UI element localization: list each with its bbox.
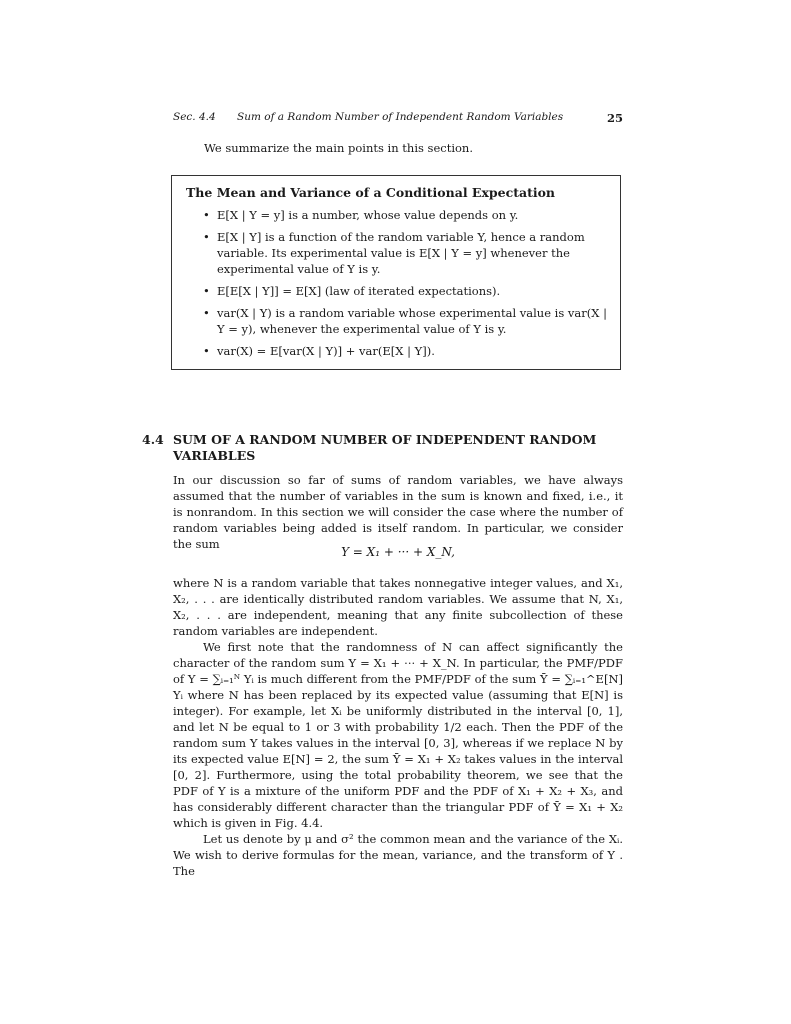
sum-equation: Y = X₁ + ··· + X_N, — [341, 545, 455, 559]
summary-item: • var(X | Y) is a random variable whose experimental value is var(X | Y = y), whenever the experimental value of Y is y. — [203, 306, 607, 336]
summary-box — [171, 175, 621, 370]
page-number: 25 — [606, 111, 623, 125]
bullet-icon: • — [203, 284, 210, 298]
intro-sentence: We summarize the main points in this section. — [204, 141, 473, 155]
bullet-icon: • — [203, 230, 210, 244]
bullet-icon: • — [203, 306, 210, 320]
bullet-icon: • — [203, 208, 210, 222]
summary-box-title: The Mean and Variance of a Conditional Expectation — [186, 185, 556, 200]
section-number: 4.4 — [142, 432, 164, 447]
summary-list — [203, 207, 608, 365]
summary-item: • var(X) = E[var(X | Y)] + var(E[X | Y]). — [203, 344, 435, 358]
section-title: SUM OF A RANDOM NUMBER OF INDEPENDENT RANDOM VARIABLES — [173, 432, 597, 463]
running-title: Sum of a Random Number of Independent Random Variables — [237, 111, 564, 123]
body-paragraph-1: In our discussion so far of sums of random variables, we have always assumed that the number of variables in the sum is known and fixed, i.e., it is nonrandom. In this section we will consider the case where the number of random variables being added is itself random. In particular, we consider the sum — [173, 473, 623, 551]
body-paragraph-2: where N is a random variable that takes nonnegative integer values, and X₁, X₂, . . . are identically distributed random variables. We assume that N, X₁, X₂, . . . are independent, meaning that any finite subcollection of these random variables are independent. — [173, 576, 623, 638]
body-paragraphs — [173, 575, 623, 879]
summary-item: • E[X | Y] is a function of the random variable Y, hence a random variable. Its experimental value is E[X | Y = y] whenever the experimental value of Y is y. — [203, 230, 585, 276]
summary-item: • E[E[X | Y]] = E[X] (law of iterated expectations). — [203, 284, 501, 298]
body-paragraph-4: Let us denote by μ and σ² the common mean and the variance of the Xᵢ. We wish to derive formulas for the mean, variance, and the transform of Y . The — [173, 832, 623, 878]
bullet-icon: • — [203, 344, 210, 358]
summary-item: • E[X | Y = y] is a number, whose value depends on y. — [203, 208, 519, 222]
body-paragraph-3: We first note that the randomness of N can affect significantly the character of the random sum Y = X₁ + ··· + X_N. In particular, the PMF/PDF of Y = ∑ᵢ₌₁ᴺ Yᵢ is much different from the PMF/PDF of the sum Ȳ = ∑ᵢ₌₁^E[N] Yᵢ where N has been replaced by its expected value (assuming that E[N] is integer). For example, let Xᵢ be uniformly distributed in the interval [0, 1], and let N be equal to 1 or 3 with probability 1/2 each. Then the PDF of the random sum Y takes values in the interval [0, 3], whereas if we replace N by its expected value E[N] = 2, the sum Ȳ = X₁ + X₂ takes values in the interval [0, 2]. Furthermore, using the total probability theorem, we see that the PDF of Y is a mixture of the uniform PDF and the PDF of X₁ + X₂ + X₃, and has considerably different character than the triangular PDF of Ȳ = X₁ + X₂ which is given in Fig. 4.4. — [173, 640, 623, 830]
section-reference: Sec. 4.4 — [173, 111, 216, 123]
